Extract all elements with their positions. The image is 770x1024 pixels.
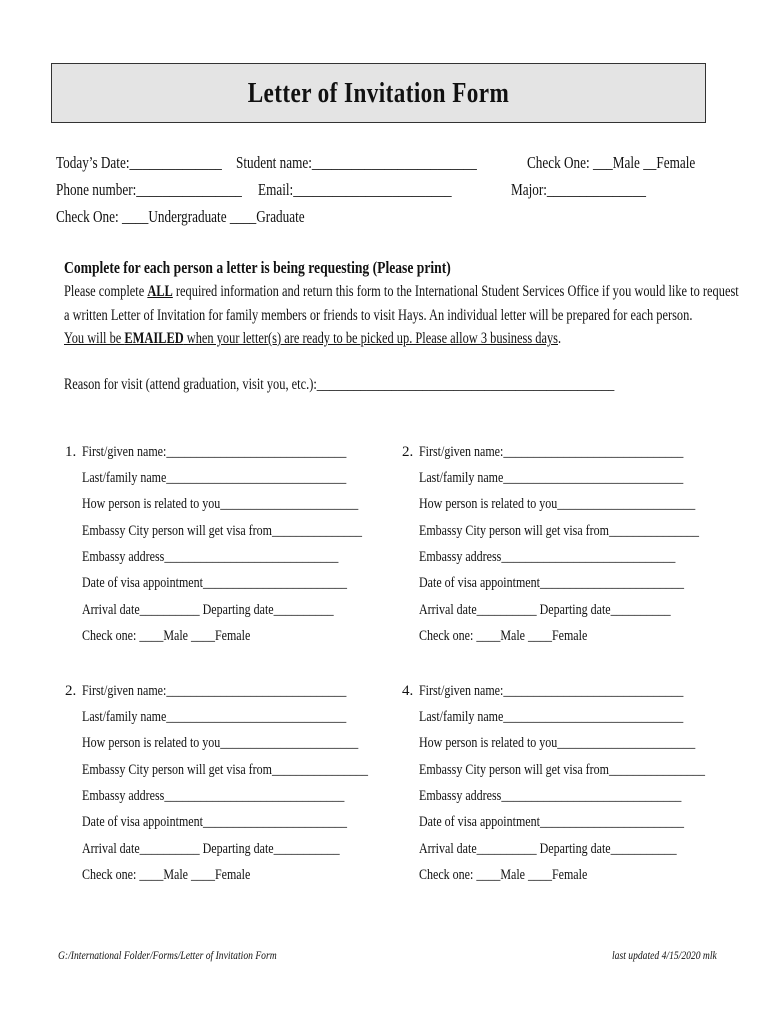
first-name-field[interactable]: First/given name:______________________________ (82, 444, 347, 460)
first-name-field[interactable]: First/given name:______________________________ (82, 683, 347, 699)
level-check-field[interactable]: Check One: ____Undergraduate ____Graduate (56, 207, 305, 226)
person-number: 2. (65, 683, 77, 699)
embassy-address-field[interactable]: Embassy address_____________________________ (419, 549, 676, 565)
visa-date-field[interactable]: Date of visa appointment________________________ (82, 814, 347, 830)
person-number: 2. (402, 444, 414, 460)
arrival-departing-field[interactable]: Arrival date__________ Departing date__________ (419, 602, 671, 618)
instructions-line-3: You will be EMAILED when your letter(s) are ready to be picked up. Please allow 3 business days. (64, 330, 562, 347)
last-name-field[interactable]: Last/family name______________________________ (419, 470, 684, 486)
person-number: 4. (402, 683, 414, 699)
first-name-field[interactable]: First/given name:______________________________ (419, 683, 684, 699)
visa-date-field[interactable]: Date of visa appointment________________________ (82, 575, 347, 591)
embassy-address-field[interactable]: Embassy address______________________________ (419, 788, 682, 804)
embassy-city-field[interactable]: Embassy City person will get visa from________________ (419, 762, 705, 778)
arrival-departing-field[interactable]: Arrival date__________ Departing date__________ (82, 602, 334, 618)
visa-date-field[interactable]: Date of visa appointment________________________ (419, 575, 684, 591)
gender-check-field[interactable]: Check One: ___Male __Female (527, 153, 696, 172)
arrival-departing-field[interactable]: Arrival date__________ Departing date___________ (82, 841, 340, 857)
page-title: Letter of Invitation Form (247, 77, 510, 109)
first-name-field[interactable]: First/given name:______________________________ (419, 444, 684, 460)
last-name-field[interactable]: Last/family name______________________________ (419, 709, 684, 725)
embassy-city-field[interactable]: Embassy City person will get visa from_______________ (419, 523, 699, 539)
last-name-field[interactable]: Last/family name______________________________ (82, 470, 347, 486)
relationship-field[interactable]: How person is related to you_______________________ (419, 735, 696, 751)
relationship-field[interactable]: How person is related to you_______________________ (419, 496, 696, 512)
visa-date-field[interactable]: Date of visa appointment________________________ (419, 814, 684, 830)
gender-check-field[interactable]: Check one: ____Male ____Female (82, 867, 251, 883)
gender-check-field[interactable]: Check one: ____Male ____Female (82, 628, 251, 644)
last-name-field[interactable]: Last/family name______________________________ (82, 709, 347, 725)
embassy-city-field[interactable]: Embassy City person will get visa from_______________ (82, 523, 362, 539)
footer-updated: last updated 4/15/2020 mlk (612, 948, 717, 962)
gender-check-field[interactable]: Check one: ____Male ____Female (419, 867, 588, 883)
instructions-line-2: a written Letter of Invitation for family members or friends to visit Hays. An individual letter will be prepared for each person. (64, 307, 693, 324)
relationship-field[interactable]: How person is related to you_______________________ (82, 735, 359, 751)
embassy-address-field[interactable]: Embassy address______________________________ (82, 788, 345, 804)
title-box (51, 63, 706, 123)
arrival-departing-field[interactable]: Arrival date__________ Departing date___________ (419, 841, 677, 857)
embassy-address-field[interactable]: Embassy address_____________________________ (82, 549, 339, 565)
section-title: Complete for each person a letter is being requesting (Please print) (64, 258, 451, 277)
reason-for-visit-field[interactable]: Reason for visit (attend graduation, visit you, etc.):________________________________________________ (64, 376, 615, 393)
major-field[interactable]: Major:_______________ (511, 180, 646, 199)
relationship-field[interactable]: How person is related to you_______________________ (82, 496, 359, 512)
gender-check-field[interactable]: Check one: ____Male ____Female (419, 628, 588, 644)
embassy-city-field[interactable]: Embassy City person will get visa from________________ (82, 762, 368, 778)
email-field[interactable]: Email:________________________ (258, 180, 452, 199)
phone-number-field[interactable]: Phone number:________________ (56, 180, 242, 199)
person-number: 1. (65, 444, 77, 460)
todays-date-field[interactable]: Today’s Date:______________ (56, 153, 222, 172)
student-name-field[interactable]: Student name:_________________________ (236, 153, 477, 172)
footer-path: G:/International Folder/Forms/Letter of Invitation Form (58, 948, 277, 962)
instructions-line-1: Please complete ALL required information and return this form to the International Student Services Office if you would like to request (64, 283, 739, 300)
